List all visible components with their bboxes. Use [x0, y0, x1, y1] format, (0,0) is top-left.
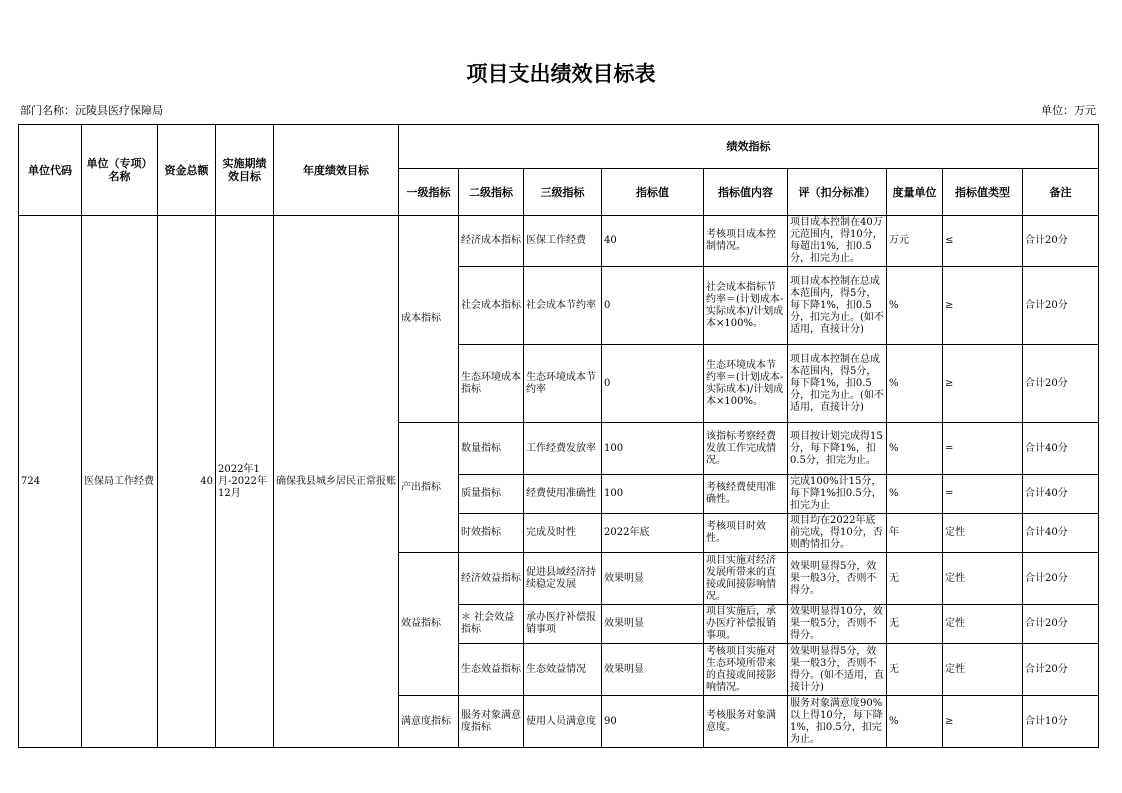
measure-unit-cell: %: [887, 267, 943, 345]
value-type-cell: 定性: [943, 644, 1023, 696]
scoring-cell: 效果明显得5分，效果一般3分，否则不得分。: [788, 553, 887, 605]
value-type-cell: =: [943, 423, 1023, 475]
header-scoring: 评（扣分标准）: [788, 169, 887, 216]
remark-cell: 合计20分: [1023, 216, 1099, 267]
content-cell: 生态环境成本节约率＝(计划成本-实际成本)/计划成本×100%。: [704, 345, 788, 423]
scoring-cell: 项目成本控制在总成本范围内，得5分，每下降1%，扣0.5分，扣完为止。(如不适用，直接计分): [788, 267, 887, 345]
value-cell: 效果明显: [602, 553, 704, 605]
level2-cell: 质量指标: [459, 475, 524, 514]
scoring-cell: 项目成本控制在总成本范围内，得5分，每下降1%，扣0.5分，扣完为止。(如不适用，直接计分): [788, 345, 887, 423]
level3-cell: 生态效益情况: [524, 644, 602, 696]
remark-cell: 合计40分: [1023, 423, 1099, 475]
level2-cell: 时效指标: [459, 514, 524, 553]
header-measure-unit: 度量单位: [887, 169, 943, 216]
header-indicators: 绩效指标: [399, 125, 1099, 169]
measure-unit-cell: 无: [887, 605, 943, 644]
scoring-cell: 完成100%计15分，每下降1%扣0.5分，扣完为止: [788, 475, 887, 514]
measure-unit-cell: %: [887, 345, 943, 423]
remark-cell: 合计20分: [1023, 553, 1099, 605]
scoring-cell: 项目按计划完成得15分，每下降1%，扣0.5分，扣完为止。: [788, 423, 887, 475]
header-unit-name: 单位（专项）名称: [82, 125, 158, 216]
page-title: 项目支出绩效目标表: [466, 62, 656, 86]
content-cell: 考核项目实施对生态环境所带来的直接或间接影响情况。: [704, 644, 788, 696]
content-cell: 考核服务对象满意度。: [704, 696, 788, 748]
level2-cell: 社会成本指标: [459, 267, 524, 345]
content-cell: 项目实施后，承办医疗补偿报销事项。: [704, 605, 788, 644]
level2-cell: 经济成本指标: [459, 216, 524, 267]
header-unit-code: 单位代码: [19, 125, 82, 216]
group-cost: 成本指标: [399, 216, 459, 423]
value-cell: 0: [602, 345, 704, 423]
remark-cell: 合计20分: [1023, 605, 1099, 644]
currency-unit: 单位：万元: [1041, 104, 1096, 117]
value-type-cell: =: [943, 475, 1023, 514]
measure-unit-cell: 无: [887, 553, 943, 605]
level2-cell: ＊ 社会效益指标: [459, 605, 524, 644]
remark-cell: 合计40分: [1023, 475, 1099, 514]
scoring-cell: 项目成本控制在40万元范围内，得10分，每超出1%，扣0.5分，扣完为止。: [788, 216, 887, 267]
value-type-cell: ≥: [943, 345, 1023, 423]
header-total-funds: 资金总额: [158, 125, 216, 216]
content-cell: 项目实施对经济发展所带来的直接或间接影响情况。: [704, 553, 788, 605]
group-output: 产出指标: [399, 423, 459, 553]
level3-cell: 承办医疗补偿报销事项: [524, 605, 602, 644]
header-annual-goal: 年度绩效目标: [274, 125, 399, 216]
remark-cell: 合计20分: [1023, 345, 1099, 423]
content-cell: 考核项目成本控制情况。: [704, 216, 788, 267]
value-cell: 100: [602, 475, 704, 514]
level2-cell: 经济效益指标: [459, 553, 524, 605]
unit-name-cell: 医保局工作经费: [82, 216, 158, 748]
level3-cell: 工作经费发放率: [524, 423, 602, 475]
scoring-cell: 服务对象满意度90%以上得10分，每下降1%，扣0.5分，扣完为止。: [788, 696, 887, 748]
header-value: 指标值: [602, 169, 704, 216]
content-cell: 该指标考察经费发放工作完成情况。: [704, 423, 788, 475]
total-funds-cell: 40: [158, 216, 216, 748]
remark-cell: 合计20分: [1023, 644, 1099, 696]
measure-unit-cell: 无: [887, 644, 943, 696]
value-cell: 2022年底: [602, 514, 704, 553]
measure-unit-cell: %: [887, 423, 943, 475]
value-cell: 90: [602, 696, 704, 748]
header-level2: 二级指标: [459, 169, 524, 216]
group-benefit: 效益指标: [399, 553, 459, 696]
annual-goal-cell: 确保我县城乡居民正常报账: [274, 216, 399, 748]
value-type-cell: 定性: [943, 553, 1023, 605]
measure-unit-cell: 万元: [887, 216, 943, 267]
department-name: 部门名称：沅陵县医疗保障局: [20, 104, 163, 117]
value-cell: 效果明显: [602, 644, 704, 696]
measure-unit-cell: %: [887, 475, 943, 514]
value-type-cell: 定性: [943, 605, 1023, 644]
value-cell: 效果明显: [602, 605, 704, 644]
value-type-cell: ≥: [943, 696, 1023, 748]
value-cell: 100: [602, 423, 704, 475]
period-goal-cell: 2022年1月-2022年12月: [216, 216, 274, 748]
level2-cell: 生态环境成本指标: [459, 345, 524, 423]
group-satisfaction: 满意度指标: [399, 696, 459, 748]
table-row: [19, 216, 1099, 267]
level3-cell: 使用人员满意度: [524, 696, 602, 748]
scoring-cell: 效果明显得10分，效果一般5分，否则不得分。: [788, 605, 887, 644]
header-level3: 三级指标: [524, 169, 602, 216]
performance-table: [18, 124, 1099, 748]
header-content: 指标值内容: [704, 169, 788, 216]
header-value-type: 指标值类型: [943, 169, 1023, 216]
scoring-cell: 项目均在2022年底前完成，得10分，否则酌情扣分。: [788, 514, 887, 553]
scoring-cell: 效果明显得5分，效果一般3分，否则不得分。(如不适用，直接计分): [788, 644, 887, 696]
level3-cell: 经费使用准确性: [524, 475, 602, 514]
level3-cell: 完成及时性: [524, 514, 602, 553]
level2-cell: 服务对象满意度指标: [459, 696, 524, 748]
header-level1: 一级指标: [399, 169, 459, 216]
header-remark: 备注: [1023, 169, 1099, 216]
level3-cell: 医保工作经费: [524, 216, 602, 267]
value-type-cell: 定性: [943, 514, 1023, 553]
remark-cell: 合计10分: [1023, 696, 1099, 748]
level3-cell: 生态环境成本节约率: [524, 345, 602, 423]
value-type-cell: ≤: [943, 216, 1023, 267]
remark-cell: 合计40分: [1023, 514, 1099, 553]
content-cell: 社会成本指标节约率＝(计划成本-实际成本)/计划成本×100%。: [704, 267, 788, 345]
remark-cell: 合计20分: [1023, 267, 1099, 345]
measure-unit-cell: 年: [887, 514, 943, 553]
value-cell: 0: [602, 267, 704, 345]
content-cell: 考核项目时效性。: [704, 514, 788, 553]
value-cell: 40: [602, 216, 704, 267]
header-period-goal: 实施期绩效目标: [216, 125, 274, 216]
level3-cell: 社会成本节约率: [524, 267, 602, 345]
level2-cell: 数量指标: [459, 423, 524, 475]
unit-code-cell: 724: [19, 216, 82, 748]
content-cell: 考核经费使用准确性。: [704, 475, 788, 514]
level3-cell: 促进县域经济持续稳定发展: [524, 553, 602, 605]
value-type-cell: ≥: [943, 267, 1023, 345]
measure-unit-cell: %: [887, 696, 943, 748]
level2-cell: 生态效益指标: [459, 644, 524, 696]
